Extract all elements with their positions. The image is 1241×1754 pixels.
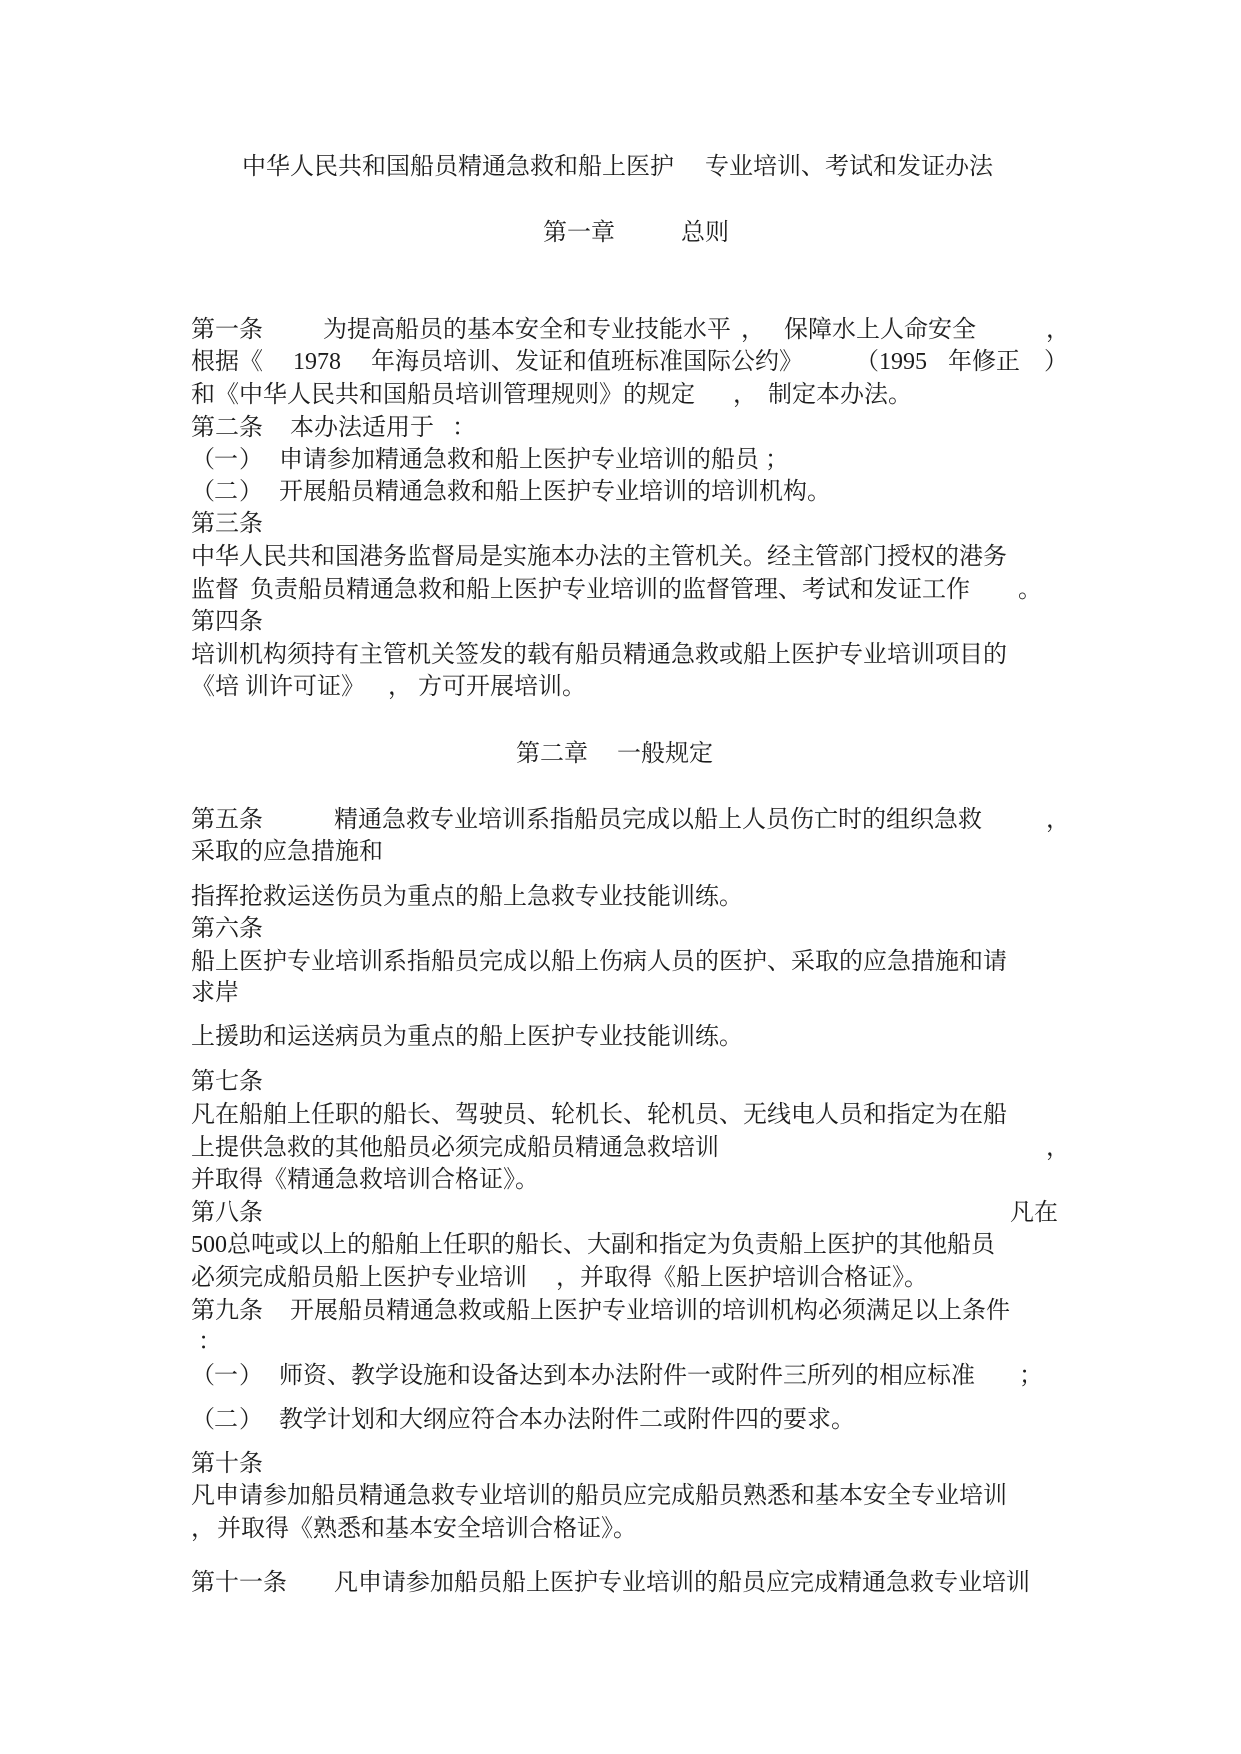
article-4-text: 培训机构须持有主管机关签发的载有船员精通急救或船上医护专业培训项目的 [191, 642, 1007, 668]
list-number: 一 [214, 1363, 238, 1389]
article-1-text: 根据《 [191, 349, 263, 375]
list-open-paren: （ [191, 1407, 215, 1433]
article-1-label: 第一条 [191, 317, 263, 343]
chapter-1-title: 总则 [681, 220, 729, 246]
article-1-text: 为提高船员的基本安全和专业技能水平 [323, 317, 731, 343]
article-6-label: 第六条 [191, 916, 263, 942]
article-3-text: 中华人民共和国港务监督局是实施本办法的主管机关。经主管部门授权的港务 [191, 544, 1007, 570]
article-11-label: 第十一条 [191, 1570, 287, 1596]
article-8-label: 第八条 [191, 1200, 263, 1226]
article-4-text: 方可开展培训。 [418, 674, 586, 700]
article-1-text: 制定本办法。 [768, 382, 912, 408]
article-7-label: 第七条 [191, 1069, 263, 1095]
list-open-paren: （ [191, 447, 215, 473]
document-title-part-2: 专业培训、考试和发证办法 [705, 154, 993, 180]
article-10-label: 第十条 [191, 1451, 263, 1477]
article-1-text: 年海员培训、发证和值班标准国际公约》 [371, 349, 803, 375]
article-1-paren: ） [1044, 349, 1068, 375]
article-8-text: 500总吨或以上的船舶上任职的船长、大副和指定为负责船上医护的其他船员 [191, 1232, 995, 1258]
list-open-paren: （ [191, 479, 215, 505]
article-1-comma: ， [1046, 317, 1070, 343]
article-1-text: 保障水上人命安全 [784, 317, 976, 343]
article-5-label: 第五条 [191, 807, 263, 833]
article-8-text: 凡在 [1010, 1200, 1058, 1226]
chapter-2-number: 第二章 [516, 741, 588, 767]
article-6-text: 求岸 [191, 980, 239, 1006]
article-2-semicolon: ； [765, 447, 789, 473]
list-open-paren: （ [191, 1363, 215, 1389]
article-4-text: 训许可证》 [245, 674, 365, 700]
article-2-item-text: 申请参加精通急救和船上医护专业培训的船员 [279, 447, 759, 473]
article-10-text: 并取得《熟悉和基本安全培训合格证》。 [217, 1516, 637, 1542]
article-5-text: 指挥抢救运送伤员为重点的船上急救专业技能训练。 [191, 884, 743, 910]
article-8-text: 并取得《船上医护培训合格证》。 [580, 1265, 928, 1291]
article-3-text: 监督 [191, 577, 239, 603]
article-10-comma: ， [191, 1516, 215, 1542]
article-1-comma: ， [733, 382, 757, 408]
article-8-text: 必须完成船员船上医护专业培训 [191, 1265, 527, 1291]
list-close-paren: ） [239, 1363, 263, 1389]
article-6-text: 船上医护专业培训系指船员完成以船上伤病人员的医护、采取的应急措施和请 [191, 949, 1007, 975]
article-5-text: 精通急救专业培训系指船员完成以船上人员伤亡时的组织急救 [334, 807, 982, 833]
article-7-comma: ， [1046, 1135, 1070, 1161]
article-4-comma: ， [388, 674, 412, 700]
article-7-text: 凡在船舶上任职的船长、驾驶员、轮机长、轮机员、无线电人员和指定为在船 [191, 1102, 1007, 1128]
list-close-paren: ） [239, 1407, 263, 1433]
article-2-label: 第二条 [191, 415, 263, 441]
article-9-label: 第九条 [191, 1298, 263, 1324]
article-9-item-text: 师资、教学设施和设备达到本办法附件一或附件三所列的相应标准 [279, 1363, 975, 1389]
article-3-label: 第三条 [191, 511, 263, 537]
list-close-paren: ） [239, 447, 263, 473]
article-8-comma: ， [556, 1265, 580, 1291]
article-7-text: 并取得《精通急救培训合格证》。 [191, 1167, 539, 1193]
article-1-year: （1995 [855, 349, 927, 375]
list-close-paren: ） [239, 479, 263, 505]
chapter-2-title: 一般规定 [617, 741, 713, 767]
article-9-text: 开展船员精通急救或船上医护专业培训的培训机构必须满足以上条件 [290, 1298, 1010, 1324]
article-9-semicolon: ； [1019, 1363, 1043, 1389]
article-7-text: 上提供急救的其他船员必须完成船员精通急救培训 [191, 1135, 719, 1161]
article-3-period: 。 [1018, 577, 1042, 603]
list-number: 二 [214, 479, 238, 505]
article-9-item-text: 教学计划和大纲应符合本办法附件二或附件四的要求。 [279, 1407, 855, 1433]
article-1-text: 和《中华人民共和国船员培训管理规则》的规定 [191, 382, 695, 408]
article-2-colon: ： [452, 415, 476, 441]
list-number: 一 [214, 447, 238, 473]
article-1-text: 年修正 [948, 349, 1020, 375]
article-10-text: 凡申请参加船员精通急救专业培训的船员应完成船员熟悉和基本安全专业培训 [191, 1483, 1007, 1509]
article-11-text: 凡申请参加船员船上医护专业培训的船员应完成精通急救专业培训 [334, 1570, 1030, 1596]
chapter-1-number: 第一章 [543, 220, 615, 246]
list-number: 二 [214, 1407, 238, 1433]
article-1-comma: ， [741, 317, 765, 343]
article-4-text: 《培 [191, 674, 239, 700]
article-4-label: 第四条 [191, 609, 263, 635]
article-5-text: 采取的应急措施和 [191, 839, 383, 865]
article-5-comma: ， [1046, 807, 1070, 833]
article-2-item-text: 开展船员精通急救和船上医护专业培训的培训机构。 [279, 479, 831, 505]
article-3-text: 负责船员精通急救和船上医护专业培训的监督管理、考试和发证工作 [250, 577, 970, 603]
article-2-text: 本办法适用于 [290, 415, 434, 441]
article-6-text: 上援助和运送病员为重点的船上医护专业技能训练。 [191, 1024, 743, 1050]
article-1-year: 1978 [293, 349, 341, 375]
document-title-part-1: 中华人民共和国船员精通急救和船上医护 [242, 154, 674, 180]
article-9-colon: ： [198, 1329, 222, 1355]
